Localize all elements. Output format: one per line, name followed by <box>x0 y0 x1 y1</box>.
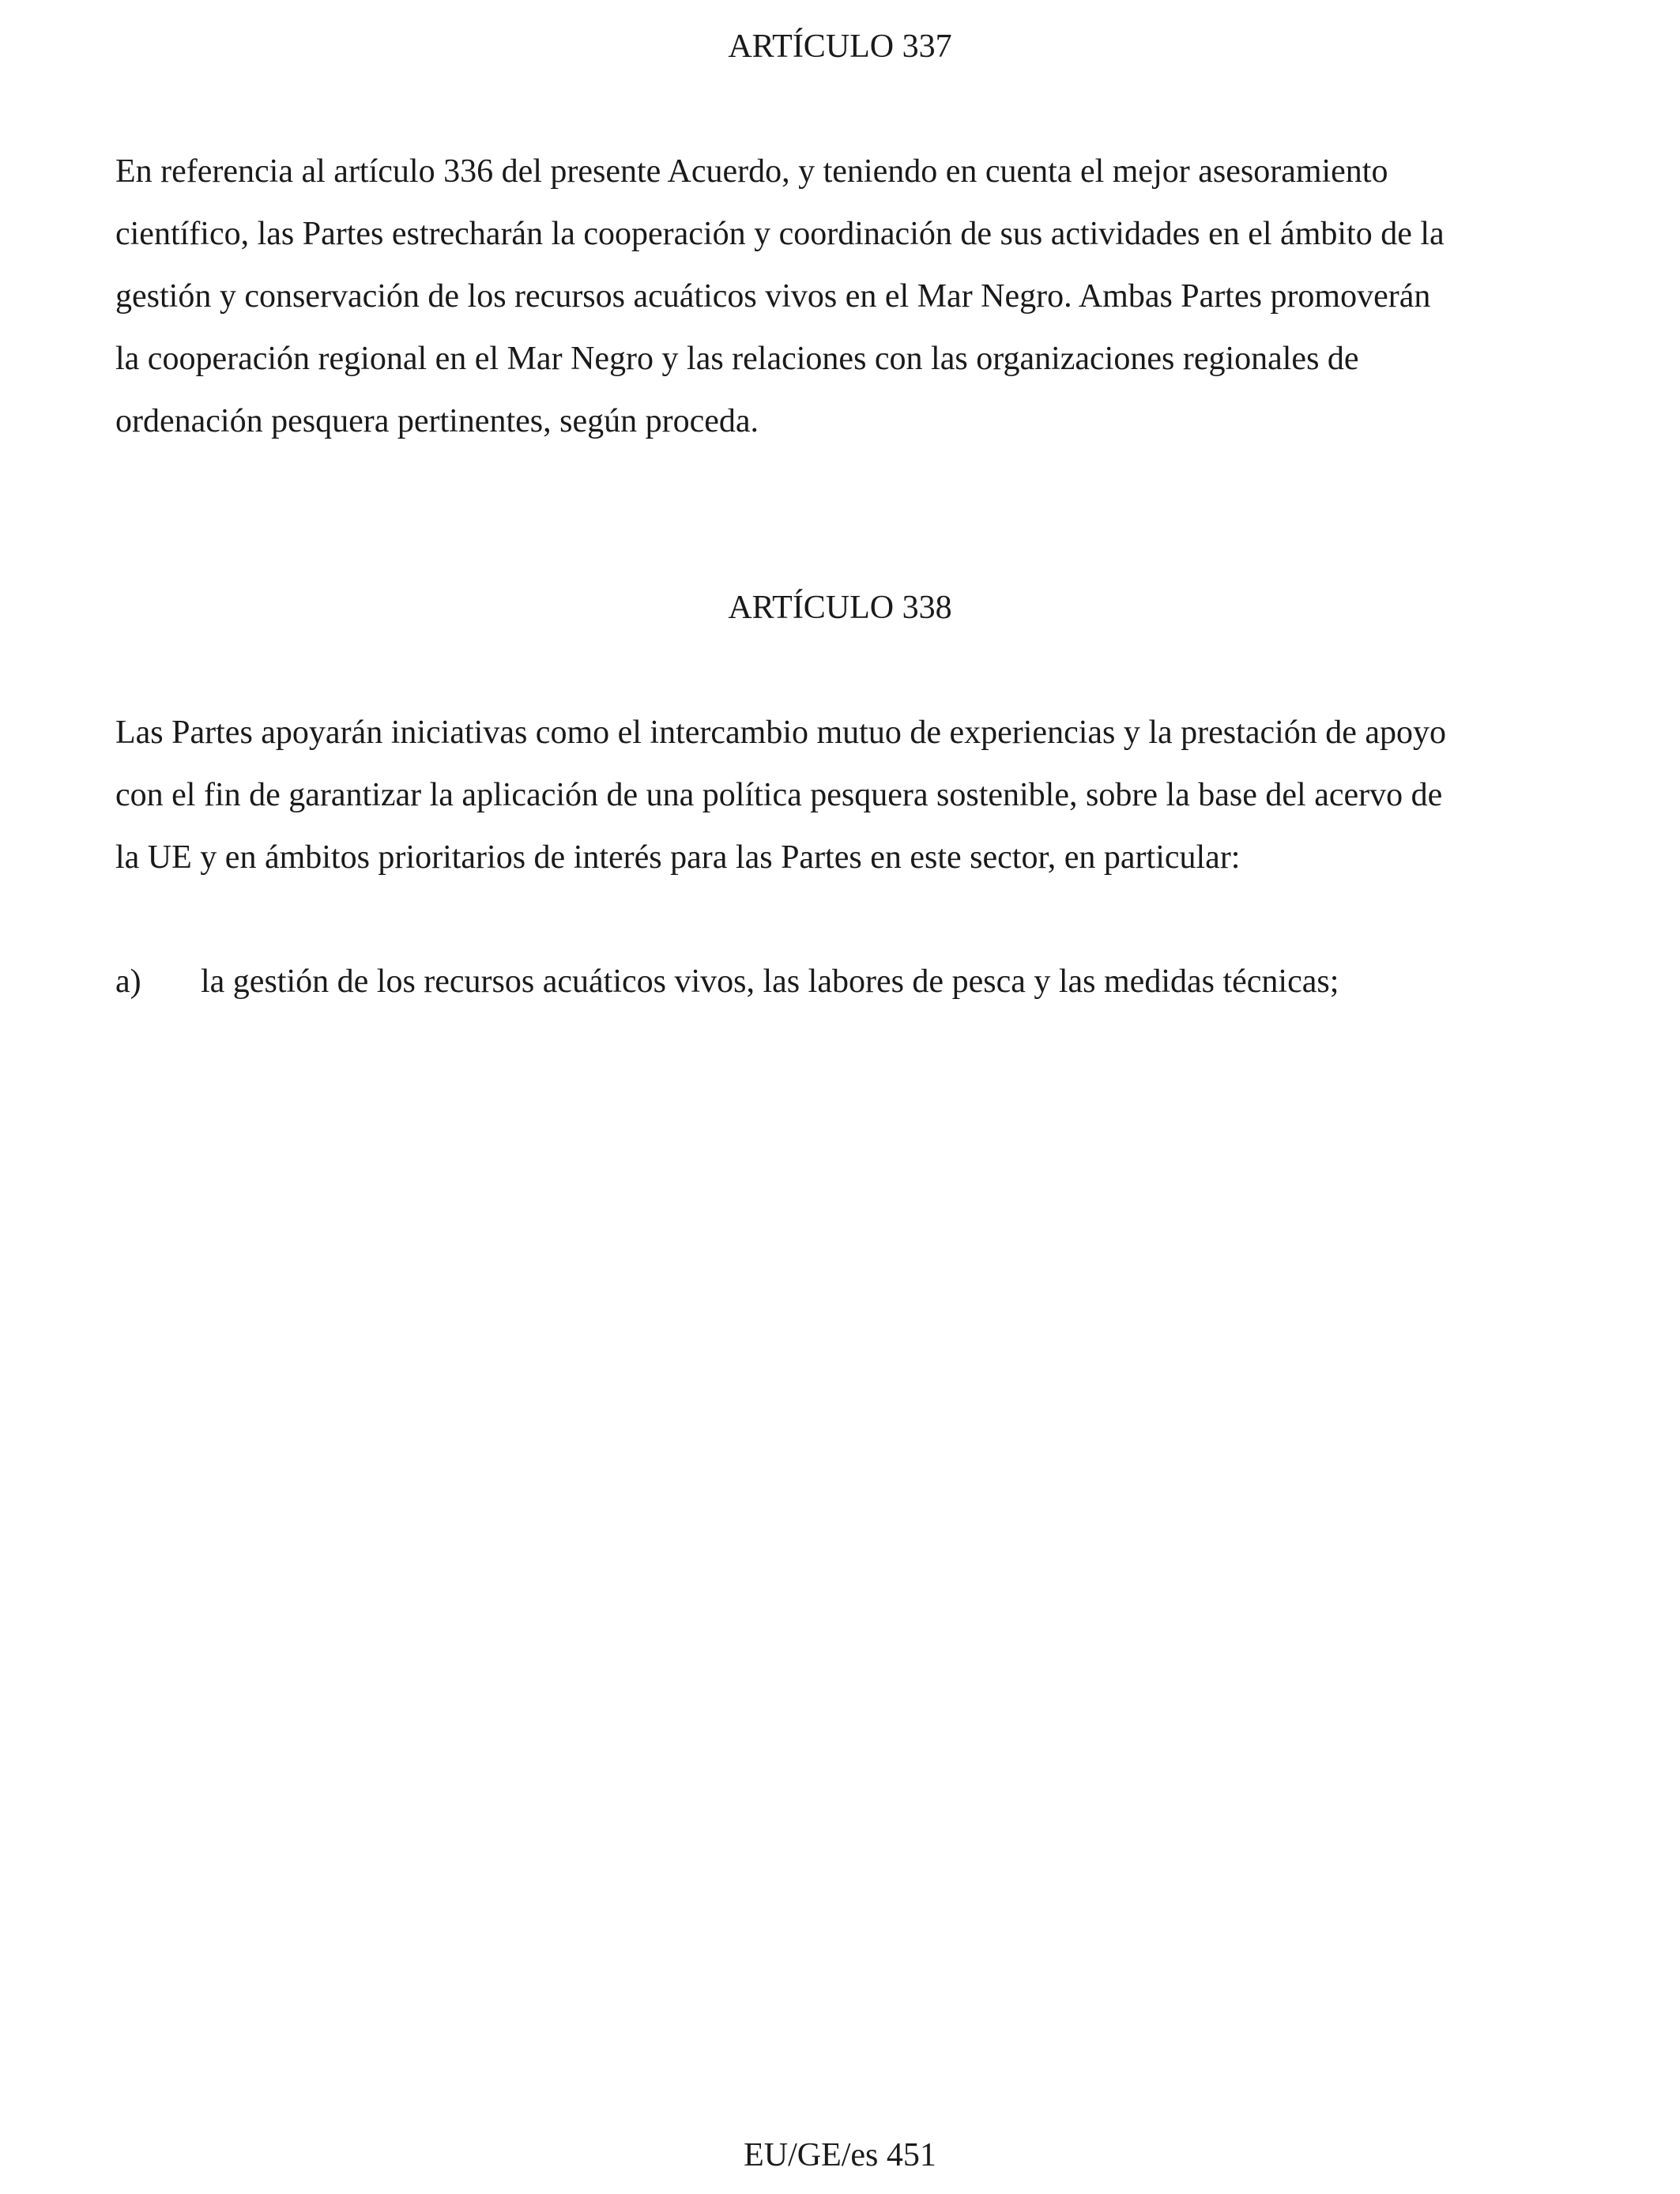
list-marker: a) <box>115 963 141 1000</box>
paragraph-line: la UE y en ámbitos prioritarios de interés para las Partes en este sector, en particular: <box>115 839 1241 876</box>
paragraph-line: ordenación pesquera pertinentes, según proceda. <box>115 403 759 439</box>
paragraph-line: con el fin de garantizar la aplicación de una política pesquera sostenible, sobre la base del acervo de <box>115 777 1443 813</box>
article-338-paragraph <box>115 702 1577 889</box>
paragraph-line: la cooperación regional en el Mar Negro y las relaciones con las organizaciones regionales de <box>115 341 1359 377</box>
paragraph-line: científico, las Partes estrecharán la cooperación y coordinación de sus actividades en el ámbito de la <box>115 216 1445 252</box>
paragraph-line: En referencia al artículo 336 del presente Acuerdo, y teniendo en cuenta el mejor asesoramiento <box>115 153 1388 190</box>
paragraph-line: gestión y conservación de los recursos acuáticos vivos en el Mar Negro. Ambas Partes promoverán <box>115 278 1431 315</box>
article-337-paragraph <box>115 141 1577 453</box>
article-338-heading: ARTÍCULO 338 <box>728 590 952 626</box>
list-item-text: la gestión de los recursos acuáticos vivos, las labores de pesca y las medidas técnicas; <box>201 963 1339 1000</box>
paragraph-line: Las Partes apoyarán iniciativas como el intercambio mutuo de experiencias y la prestación de apoyo <box>115 714 1447 751</box>
list-item <box>115 951 1577 1013</box>
article-337-heading: ARTÍCULO 337 <box>728 28 952 65</box>
page-footer-reference: EU/GE/es 451 <box>744 2137 936 2173</box>
